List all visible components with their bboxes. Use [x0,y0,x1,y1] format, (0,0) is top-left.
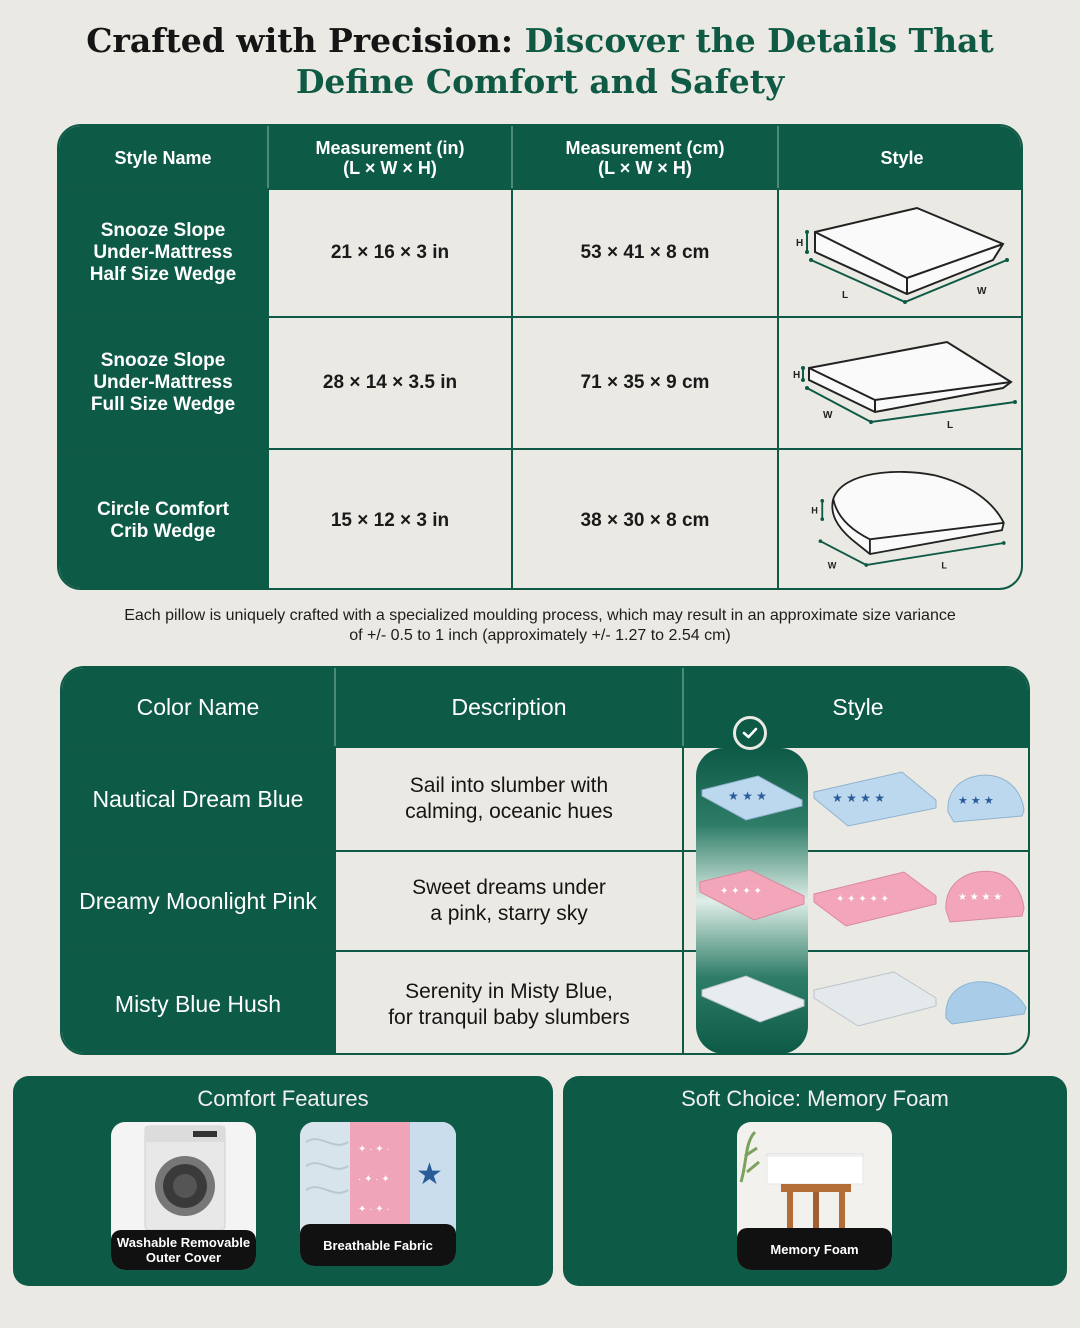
washable-label [111,1230,256,1270]
breathable-label: Breathable Fabric [300,1224,456,1266]
name-line: Half Size Wedge [89,264,237,285]
half-wedge-diagram [779,190,1023,316]
dim-w: W [977,286,987,297]
color-name: Misty Blue Hush [62,952,336,1055]
size-row [59,316,1023,448]
memory-foam-label: Memory Foam [737,1228,892,1270]
misty-wedge-image[interactable] [700,972,806,1024]
check-icon [733,716,767,750]
washable-cover-card[interactable] [111,1122,256,1270]
name-line: Circle Comfort [97,499,229,520]
header-style: Style [880,148,924,168]
memory-foam-card[interactable] [737,1122,892,1270]
dim-l: L [842,290,849,301]
header-style-name: Style Name [59,126,269,190]
name-line: Under-Mattress [93,372,233,393]
crib-wedge-icon [787,466,1017,576]
blue-full-wedge-image[interactable] [812,768,938,828]
misty-crib-wedge-image[interactable] [940,974,1028,1028]
header-style: Style [832,693,884,720]
dim-w: W [827,560,837,571]
full-wedge-icon [787,328,1017,438]
header-measurement-in [269,126,513,190]
color-name: Dreamy Moonlight Pink [62,852,336,950]
size-table-header [59,126,1023,190]
blue-crib-wedge-image[interactable] [944,770,1026,826]
dim-l: L [947,420,954,431]
size-row-cm: 53 × 41 × 8 cm [513,190,779,316]
desc-line: Sail into slumber with [409,774,609,797]
name-line: Snooze Slope [100,350,226,371]
color-description [336,748,684,850]
svg-text:★ ★ ★ ★: ★ ★ ★ ★ [832,791,886,805]
comfort-features-panel [13,1076,553,1286]
color-table-header [62,668,1030,746]
desc-line: calming, oceanic hues [405,800,613,823]
size-row-name [59,190,269,316]
header-in-line1: Measurement (in) [315,138,465,158]
note-line2: of +/- 0.5 to 1 inch (approximately +/- 1.27 to 2.54 cm) [349,627,731,644]
name-line: Under-Mattress [93,242,233,263]
size-row-cm: 38 × 30 × 8 cm [513,450,779,590]
title-part2: Discover the Details That [524,21,994,60]
memory-foam-icon [737,1122,892,1228]
desc-line: a pink, starry sky [430,902,588,925]
desc-line: Serenity in Misty Blue, [405,979,613,1003]
comfort-features-title: Comfort Features [197,1086,369,1111]
name-line: Crib Wedge [110,521,216,542]
breathable-fabric-card[interactable] [300,1122,456,1266]
pink-full-wedge-image[interactable] [812,866,938,928]
size-row-inches: 21 × 16 × 3 in [269,190,513,316]
svg-text:✦ ✦ ✦ ✦ ✦: ✦ ✦ ✦ ✦ ✦ [836,894,890,905]
svg-text:✦ · ✦ ·: ✦ · ✦ · [358,1144,390,1155]
svg-text:★ ★ ★: ★ ★ ★ [958,795,994,807]
svg-text:★: ★ [416,1158,443,1191]
full-wedge-diagram [779,318,1023,448]
size-table [57,124,1023,590]
dim-w: W [823,410,833,421]
color-description [336,852,684,950]
page-title [0,20,1080,102]
note-line1: Each pillow is uniquely crafted with a specialized moulding process, which may result in an approximate size variance [124,607,956,624]
svg-text:✦ · ✦ ·: ✦ · ✦ · [358,1204,390,1215]
size-row [59,188,1023,316]
size-row-name [59,318,269,448]
size-row-inches: 28 × 14 × 3.5 in [269,318,513,448]
blue-wedge-image[interactable] [698,770,806,822]
name-line: Full Size Wedge [90,394,236,415]
size-row-inches: 15 × 12 × 3 in [269,450,513,590]
header-cm-line2: (L × W × H) [598,158,692,178]
washable-line2: Outer Cover [145,1250,222,1265]
size-row [59,448,1023,590]
header-cm-line1: Measurement (cm) [565,138,725,158]
dim-h: H [796,238,804,249]
washing-machine-icon [111,1122,256,1232]
svg-text:★ ★ ★ ★: ★ ★ ★ ★ [958,892,1003,903]
misty-full-wedge-image[interactable] [812,968,938,1028]
header-color-name: Color Name [62,668,336,746]
fabric-swatches-icon [300,1122,456,1232]
pink-wedge-image[interactable] [698,868,806,924]
half-wedge-icon [787,198,1017,308]
svg-text:★ ★ ★: ★ ★ ★ [728,789,767,803]
name-line: Snooze Slope [100,220,226,241]
color-name: Nautical Dream Blue [62,748,336,850]
svg-text:✦ ✦ ✦ ✦: ✦ ✦ ✦ ✦ [720,886,762,897]
header-description: Description [336,668,684,746]
size-row-name [59,450,269,590]
title-line2: Define Comfort and Safety [295,62,785,101]
title-part1: Crafted with Precision: [86,21,514,60]
desc-line: for tranquil baby slumbers [388,1005,630,1029]
dim-h: H [811,505,818,516]
size-row-cm: 71 × 35 × 9 cm [513,318,779,448]
dim-l: L [941,560,948,571]
memory-foam-title: Soft Choice: Memory Foam [681,1086,949,1111]
crib-wedge-diagram [779,450,1023,590]
dim-h: H [793,370,801,381]
header-in-line2: (L × W × H) [343,158,437,178]
desc-line: Sweet dreams under [412,876,606,899]
size-variance-note [60,606,1020,646]
color-description [336,952,684,1055]
pink-crib-wedge-image[interactable] [942,866,1026,926]
washable-line1: Washable Removable [116,1235,251,1250]
header-measurement-cm [513,126,779,190]
svg-text:· ✦ · ✦: · ✦ · ✦ [358,1174,390,1185]
